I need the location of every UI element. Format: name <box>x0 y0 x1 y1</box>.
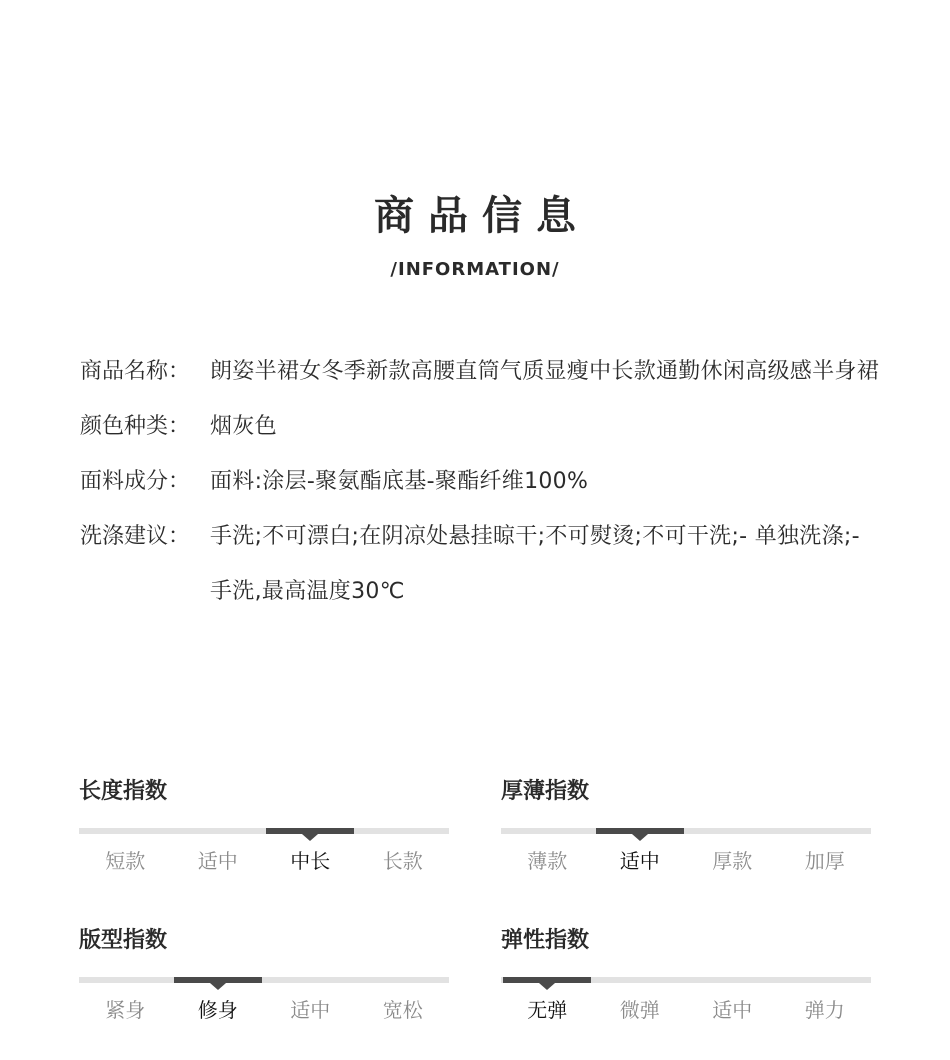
meter-pointer-icon <box>302 834 318 841</box>
thickness-index-meter <box>501 777 871 876</box>
product-info-list <box>80 344 880 619</box>
meter-title: 长度指数 <box>79 779 168 804</box>
meter-option: 适中 <box>197 849 238 873</box>
meter-title: 厚薄指数 <box>501 779 590 804</box>
meter-option: 紧身 <box>105 998 146 1022</box>
meter-option: 适中 <box>712 998 753 1022</box>
meter-option: 厚款 <box>712 849 753 873</box>
meter-option: 弹力 <box>804 998 845 1022</box>
meter-title: 弹性指数 <box>501 928 590 953</box>
page-subtitle: /INFORMATION/ <box>390 259 560 280</box>
meter-option: 中长 <box>290 849 331 873</box>
meter-options <box>501 995 871 1025</box>
info-label: 颜色种类： <box>80 414 191 439</box>
meter-track <box>79 828 449 834</box>
info-row-care <box>80 509 880 619</box>
meter-track <box>501 977 871 983</box>
meter-pointer-icon <box>632 834 648 841</box>
info-row-color <box>80 399 880 454</box>
info-label: 洗涤建议： <box>80 524 191 549</box>
elasticity-index-meter <box>501 926 871 1025</box>
info-value: 烟灰色 <box>210 414 277 439</box>
length-index-meter <box>79 777 449 876</box>
meter-option: 加厚 <box>804 849 845 873</box>
meter-pointer-icon <box>210 983 226 990</box>
info-label: 面料成分： <box>80 469 191 494</box>
info-value: 手洗;不可漂白;在阴凉处悬挂晾干;不可熨烫;不可干洗;- 单独洗涤;- 手洗,最高温度30℃ <box>210 524 860 604</box>
info-label: 商品名称： <box>80 359 191 384</box>
meter-option: 短款 <box>105 849 146 873</box>
page-title: 商品信息 <box>374 193 590 239</box>
meter-option: 薄款 <box>527 849 568 873</box>
meter-option: 修身 <box>197 998 238 1022</box>
fit-index-meter <box>79 926 449 1025</box>
info-row-name <box>80 344 880 399</box>
info-value: 朗姿半裙女冬季新款高腰直筒气质显瘦中长款通勤休闲高级感半身裙 <box>210 359 880 384</box>
meter-options <box>79 995 449 1025</box>
meter-option: 适中 <box>290 998 331 1022</box>
info-value: 面料:涂层-聚氨酯底基-聚酯纤维100% <box>210 469 589 494</box>
meter-option: 无弹 <box>527 998 568 1022</box>
meter-track <box>79 977 449 983</box>
meter-option: 适中 <box>619 849 660 873</box>
meter-track <box>501 828 871 834</box>
meter-title: 版型指数 <box>79 928 168 953</box>
info-row-fabric <box>80 454 880 509</box>
meter-option: 长款 <box>382 849 423 873</box>
meter-option: 微弹 <box>619 998 660 1022</box>
meter-options <box>79 846 449 876</box>
meter-options <box>501 846 871 876</box>
meter-option: 宽松 <box>382 998 423 1022</box>
meter-pointer-icon <box>539 983 555 990</box>
